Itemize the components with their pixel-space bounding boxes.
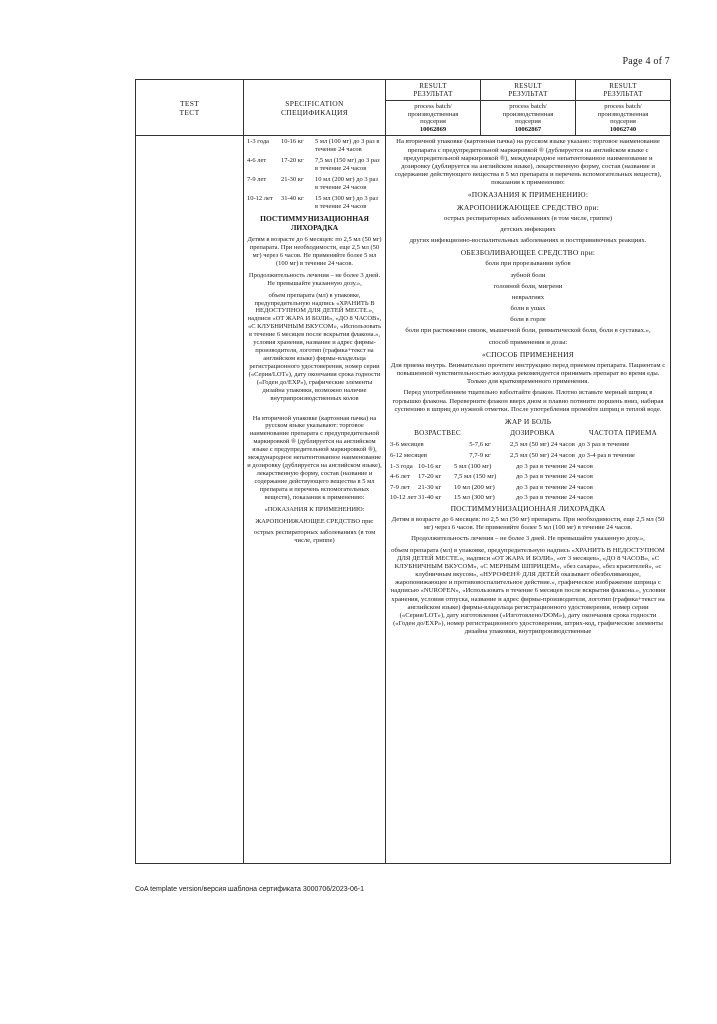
batch-line: process batch/ [509, 103, 547, 111]
infant-dose-row [390, 452, 666, 460]
batch-line: производственная [407, 110, 459, 118]
row-age: 1-3 года [390, 463, 413, 471]
infant-dose-row [390, 441, 666, 449]
col-dose: ДОЗИРОВКА [510, 429, 555, 438]
row-dose: 5 мл (100 мг) [454, 463, 492, 471]
result-fever-text: Детям в возрасте до 6 месяцев: по 2,5 мл (50 мг) препарата. При необходимости, еще 2,5 мл (50 мг) через 6 часов. Не применяйте более 5 мл (100 мг) в течение 24 часов. [391, 516, 665, 532]
child-dose-row [390, 473, 666, 481]
result-label-ru: РЕЗУЛЬТАТ [603, 90, 643, 99]
result-shake-text: Перед употреблением тщательно взболтайте флакон. Плотно вставьте мерный шприц в горлышко флакона. Переверните флакон вверх дном и плавно потяните поршень вниз, набирая суспензию в шприц до нужной отметки. После употребления промойте шприц в теплой воде. [392, 389, 664, 413]
spec-dose-row [247, 176, 382, 192]
child-dose-row [390, 494, 666, 502]
batch-line: process batch/ [604, 103, 642, 111]
result-duration: Продолжительность лечения – не более 3 дней. Не превышайте указанную дозу.», [411, 535, 645, 543]
spec-cell [244, 136, 386, 864]
result-an-item: боли при прорезывании зубов [485, 260, 571, 268]
row-dose: 15 мл (300 мг) [454, 493, 495, 501]
row-age: 7-9 лет [390, 483, 410, 491]
row-dose-freq [510, 452, 666, 460]
result-cell [386, 136, 671, 864]
result-an-item: боли в ушах [510, 305, 546, 313]
test-header-ru: ТЕСТ [179, 107, 200, 117]
child-dose-row [390, 484, 666, 492]
dose-text: 10 мл (200 мг) до 3 раз в течение 24 часов [315, 176, 378, 192]
row-dose: 10 мл (200 мг) [454, 483, 495, 491]
result-intro: На вторичной упаковке (картонная пачка) на русском языке указано: торговое наименование препарата с предупредительной маркировкой ® (дублируется на английском языке с предупредительной маркировкой ®), международное непатентованное наименование и дозировку (дублируется на английском языке), лекарственную форму, состав (название и содержание действующего вещества в 5 мл препарата и перечень вспомогательных веществ), показания к применению: [394, 138, 662, 187]
result-header-3 [576, 80, 671, 101]
row-freq: до 3 раз в течение [578, 440, 630, 448]
test-cell [136, 136, 244, 864]
dose-text: 15 мл (300 мг) до 3 раз в течение 24 часов [315, 194, 378, 210]
batch-number: 10062867 [514, 125, 542, 133]
batch-line: производственная [502, 110, 554, 118]
result-an-item: зубной боли [510, 271, 546, 279]
row-dose: 2,5 мл (50 мг) 24 часов [510, 452, 575, 460]
batch-cell-2 [481, 101, 576, 136]
spec-secondary-text: На вторичной упаковке (картонная пачка) на русском языке указывают: торговое наименование препарата с предупредительной маркировкой ® (дублируется на английском языке с предупредительной маркировкой ®), международное непатентованное наименование и дозировку (дублируется на английском языке), лекарственную форму, состав (название и содержание действующего вещества в 5 мл препарата и перечень вспомогательных веществ), показания к применению: [247, 414, 382, 501]
row-freq: до 3-4 раз в течение [578, 452, 635, 460]
batch-number: 10062869 [419, 125, 447, 133]
row-age: 6-12 месяцев [390, 452, 428, 460]
row-freq: до 3 раз в течение 24 часов [516, 463, 593, 471]
row-weight: 31-40 кг [418, 493, 442, 501]
result-label-ru: РЕЗУЛЬТАТ [413, 90, 453, 99]
batch-line: подсерия [515, 118, 541, 126]
result-header-2 [481, 80, 576, 101]
dose-text: 7,5 мл (150 мг) до 3 раз в течение 24 часов [315, 157, 380, 173]
coa-table [135, 79, 671, 864]
batch-line: подсерия [610, 118, 636, 126]
row-freq: до 3 раз в течение 24 часов [516, 473, 593, 481]
dose-weight: 10-16 кг [281, 138, 304, 146]
spec-dose-row [247, 138, 382, 154]
result-ant-item: острых респираторных заболеваниях (в том числе, гриппе) [443, 214, 613, 222]
dose-text: 5 мл (100 мг) до 3 раз в течение 24 часов [315, 138, 380, 154]
spec-indications: «ПОКАЗАНИЯ К ПРИМЕНЕНИЮ: [264, 505, 365, 513]
col-age-weight: ВОЗРАСТВЕС [414, 429, 461, 438]
result-analgesic: ОБЕЗБОЛИВАЮЩЕЕ СРЕДСТВО при: [460, 248, 596, 258]
result-an-item: боли в горле [510, 316, 546, 324]
row-dose: 7,5 мл (150 мг) [454, 473, 497, 481]
batch-cell-3 [576, 101, 671, 136]
result-ant-item: детских инфекциях [500, 225, 556, 233]
test-header [136, 80, 244, 136]
page-number: Page 4 of 7 [622, 56, 670, 67]
batch-line: process batch/ [414, 103, 452, 111]
spec-dose-row [247, 157, 382, 173]
dose-weight: 31-40 кг [281, 194, 304, 202]
dose-age: 4-6 лет [247, 157, 267, 165]
result-method-text: Для приема внутрь. Внимательно прочтите инструкцию перед приемом препарата. Пациентам с повышенной чувствительностью желудка рекомендуется принимать препарат во время еды. Только для кратковременного применения. [390, 361, 666, 386]
row-freq: до 3 раз в течение 24 часов [516, 483, 593, 491]
spec-antipyretic: ЖАРОПОНИЖАЮЩЕЕ СРЕДСТВО при: [255, 517, 374, 525]
row-weight: 21-30 кг [418, 483, 442, 491]
spec-header-en: SPECIFICATION [285, 98, 344, 108]
dose-weight: 17-20 кг [281, 157, 304, 165]
result-header-1 [386, 80, 481, 101]
spec-header-ru: СПЕЦИФИКАЦИЯ [280, 107, 349, 117]
row-weight: 7,7-9 кг [469, 452, 491, 460]
row-age: 4-6 лет [390, 473, 410, 481]
result-ant-item: других инфекционно-воспалительных заболеваниях и постпрививочных реакциях. [409, 237, 647, 245]
result-label-en: RESULT [609, 82, 637, 90]
footer-template-version: CoA template version/версия шаблона сертификата 3000706/2023-06-1 [135, 886, 364, 893]
result-an-item: головной боли, мигрени [493, 282, 563, 290]
spec-dose-row [247, 195, 382, 211]
result-an-item: боли при растяжении связок, мышечной боли, ревматической боли, боли в суставах.», [405, 327, 651, 335]
result-an-item: невралгиях [511, 293, 545, 301]
result-method-title: «СПОСОБ ПРИМЕНЕНИЯ [482, 349, 574, 359]
result-heat-title: ЖАР И БОЛЬ [504, 416, 552, 426]
row-weight: 17-20 кг [418, 473, 442, 481]
col-frequency: ЧАСТОТА ПРИЕМА [589, 429, 657, 438]
dose-weight: 21-30 кг [281, 176, 304, 184]
row-weight: 5-7,6 кг [469, 440, 491, 448]
spec-header [244, 80, 386, 136]
spec-resp: острых респираторных заболеваниях (в том числе, гриппе) [253, 529, 376, 545]
row-dose: 2,5 мл (50 мг) 24 часов [510, 440, 575, 448]
row-age: 10-12 лет [390, 493, 417, 501]
dose-age: 1-3 года [247, 138, 270, 146]
dose-age: 10-12 лет [247, 194, 273, 202]
row-weight: 10-16 кг [418, 463, 442, 471]
dose-table-header [390, 429, 666, 438]
row-dose-freq [510, 441, 666, 449]
result-fever-title: ПОСТИММУНИЗАЦИОННАЯ ЛИХОРАДКА [450, 503, 606, 513]
batch-number: 10062740 [609, 125, 637, 133]
spec-fever-text: Детям в возрасте до 6 месяцев: по 2,5 мл (50 мг) препарата. При необходимости, еще 2,5 мл (50 мг) через 6 часов. Не применяйте более 5 мл (100 мг) в течение 24 часов. [247, 236, 382, 267]
result-label-en: RESULT [419, 82, 447, 90]
result-method: способ применения и дозы: [488, 338, 568, 346]
row-age: 3-6 месяцев [390, 440, 424, 448]
result-label-en: RESULT [514, 82, 542, 90]
result-antipyretic: ЖАРОПОНИЖАЮЩЕЕ СРЕДСТВО при: [456, 202, 600, 212]
test-header-en: TEST [179, 98, 200, 108]
batch-cell-1 [386, 101, 481, 136]
dose-age: 7-9 лет [247, 176, 267, 184]
spec-package-text: объем препарата (мл) в упаковке, предупредительную надпись «ХРАНИТЬ В НЕДОСТУПНОМ ДЛЯ ДЕТЕЙ МЕСТЕ.», надписи «ОТ ЖАРА И БОЛИ», «ДО 8 ЧАСОВ», «С КЛУБНИЧНЫМ ВКУСОМ», «Использовать в течение 6 месяцев после вскрытия флакона.», условия хранения, название и адрес фирмы-производителя, логотип (графика+текст на английском языке) фирмы-владельца регистрационного удостоверения, номер серии («Серия/LOT»), дату окончания срока годности («Годен до/EXP»), графические элементы дизайна упаковки, возможно наличие внутрипроизводственных колов [247, 291, 382, 402]
result-package-text: объем препарата (мл) в упаковке, предупредительную надпись «ХРАНИТЬ В НЕДОСТУПНОМ ДЛЯ ДЕТЕЙ МЕСТЕ.», надписи «ОТ ЖАРА И БОЛИ», «от 3 месяцев», «ДО 8 ЧАСОВ», «С КЛУБНИЧНЫМ ВКУСОМ», «С МЕРНЫМ ШПРИЦЕМ», «без сахара», «без красителей», «с клубничным вкусом», «НУРОФЕН® ДЛЯ ДЕТЕЙ оказывает обезболивающее, жаропонижающее и противовоспалительное действие.», графическое изображение шприца с надписью «NUROFEN», «Использовать в течение 6 месяцев после вскрытия флакона.», условия хранения, условия отпуска, название и адрес фирмы-производителя, логотип (графика+текст на английском языке) фирмы-владельца регистрационного удостоверения, номер серии («Серия/LOT»), дату изготовления («Изготовлено/DOM»), дату окончания срока годности («Годен до/EXP»), номер регистрационного удостоверения, штрих-код, графические элементы дизайна упаковки, внутрипроизводственные [390, 546, 666, 636]
child-dose-row [390, 463, 666, 471]
spec-duration: Продолжительность лечения – не более 3 дней. Не превышайте указанную дозу.», [248, 271, 381, 287]
batch-line: производственная [597, 110, 649, 118]
result-indications: «ПОКАЗАНИЯ К ПРИМЕНЕНИЮ: [467, 190, 589, 200]
result-label-ru: РЕЗУЛЬТАТ [508, 90, 548, 99]
spec-fever-title: ПОСТИММУНИЗАЦИОННАЯ ЛИХОРАДКА [260, 213, 369, 232]
row-freq: до 3 раз в течение 24 часов [516, 493, 593, 501]
batch-line: подсерия [420, 118, 446, 126]
